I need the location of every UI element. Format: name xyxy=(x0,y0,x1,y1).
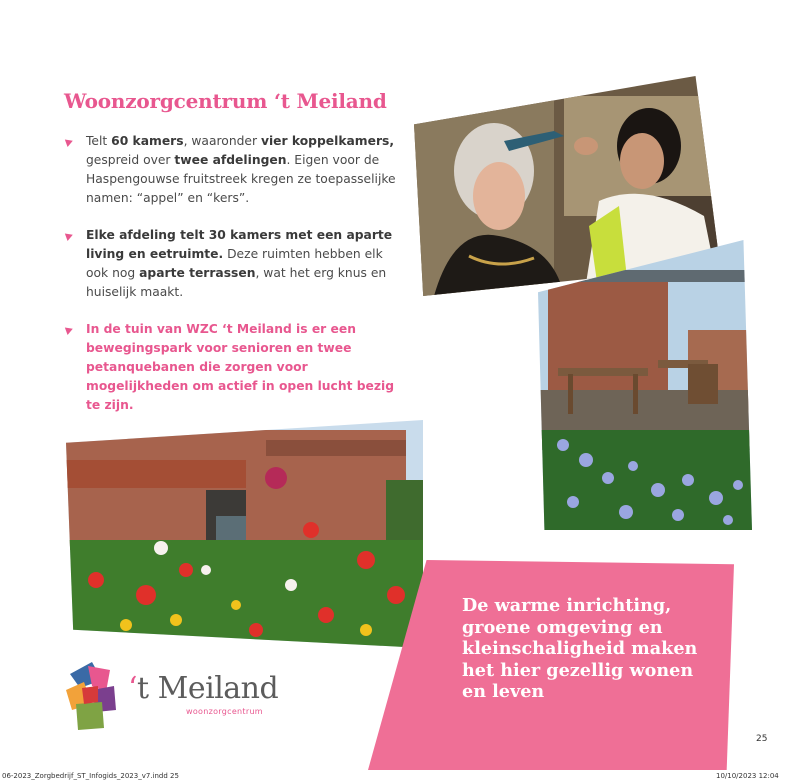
photo-terrace-flowers xyxy=(538,240,752,530)
print-slug-timestamp: 10/10/2023 12:04 xyxy=(716,772,779,780)
bullet-text: Elke afdeling telt 30 kamers met een aparte living en eetruimte. Deze ruimten hebben elk ook nog aparte terrassen, wat het erg knus en huiselijk maakt. xyxy=(86,228,393,299)
list-item xyxy=(64,226,404,302)
list-item xyxy=(64,320,404,415)
feature-list xyxy=(64,132,404,415)
quote-text: De warme inrichting, groene omgeving en kleinschaligheid maken het hier gezellig wonen en leven xyxy=(462,595,698,702)
logo-subtitle: woonzorgcentrum xyxy=(186,707,263,716)
bullet-arrow-icon xyxy=(65,325,74,335)
bullet-arrow-icon xyxy=(65,231,74,241)
list-item xyxy=(64,132,404,208)
bullet-text: Telt 60 kamers, waaronder vier koppelkamers, gespreid over twee afdelingen. Eigen voor de Haspengouwse fruitstreek kregen ze toepasselijke namen: “appel” en “kers”. xyxy=(86,134,396,205)
page-number: 25 xyxy=(756,734,768,744)
bullet-arrow-icon xyxy=(65,137,74,147)
bullet-text: In de tuin van WZC ‘t Meiland is er een bewegingspark voor senioren en twee petanquebanen die zorgen voor mogelijkheden om actief in open lucht bezig te zijn. xyxy=(86,322,395,412)
print-slug-filename: 06-2023_Zorgbedrijf_ST_Infogids_2023_v7.indd 25 xyxy=(2,772,179,780)
meiland-logo-icon xyxy=(62,660,126,732)
logo-wordmark: ‘t Meiland xyxy=(128,671,279,706)
page-title: Woonzorgcentrum ‘t Meiland xyxy=(64,89,387,113)
photo-building-garden xyxy=(66,420,423,648)
